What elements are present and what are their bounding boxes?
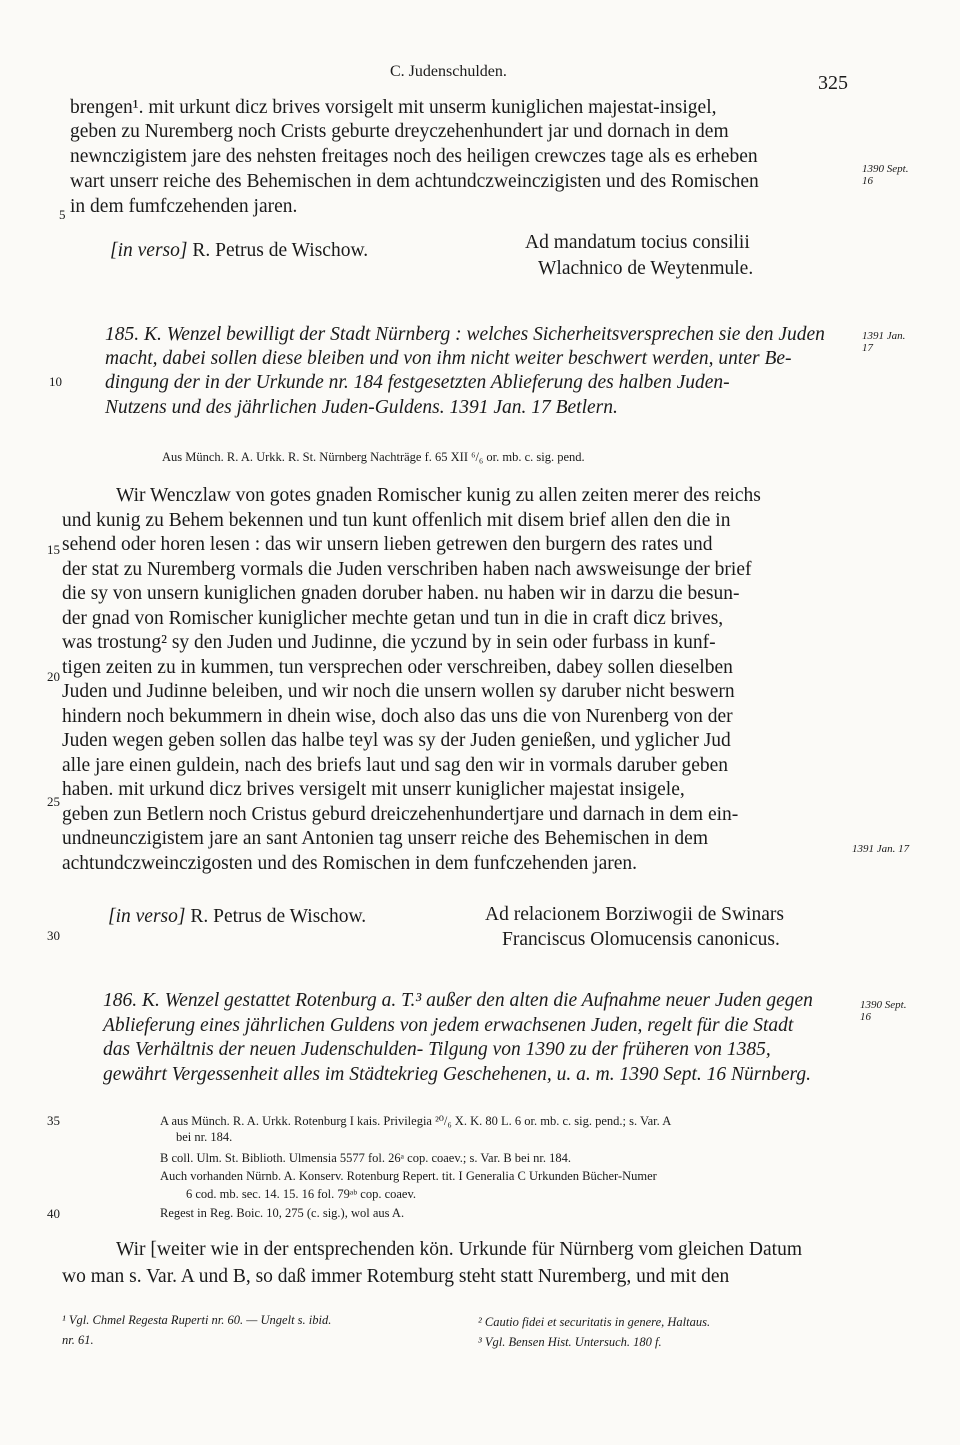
doc186-sources [160,1113,850,1228]
regest-line: 186. K. Wenzel gestattet Rotenburg a. T.³ außer den alten die Aufnahme neuer Juden gegen [103,990,813,1011]
verso-name: R. Petrus de Wischow. [192,240,369,261]
footnote: nr. 61. [62,1333,94,1347]
source-line: Regest in Reg. Boic. 10, 275 (c. sig.), wol aus A. [160,1206,405,1220]
line-number: 25 [47,794,60,809]
page-number: 325 [818,72,848,94]
regest-line: Nutzens und des jährlichen Juden-Guldens. 1391 Jan. 17 Betlern. [105,397,618,418]
source-line: B coll. Ulm. St. Biblioth. Ulmensia 5577 fol. 26ᵃ cop. coaev.; s. Var. B bei nr. 184. [160,1151,572,1165]
verso-label: [in verso] [110,240,188,261]
text-line: wart unserr reiche des Behemischen in dem achtundczweinczigisten und des Romischen [70,171,759,192]
verso-label: [in verso] [108,906,186,927]
margin-date: 1391 Jan. 17 [862,330,906,354]
margin-date: 1390 Sept. 16 [862,163,909,187]
text-line: geben zu Nuremberg noch Crists geburte dreyczehenhundert jar und dornach in dem [70,121,729,142]
line-number: 40 [47,1206,60,1221]
doc186-text [62,1239,852,1291]
doc185-regest [105,323,850,423]
text-line: sehend oder horen lesen : das wir unsern lieben getrewen den burgern des rates und [62,534,713,555]
margin-date: 1391 Jan. 17 [852,843,910,855]
regest-line: dingung der in der Urkunde nr. 184 festgesetzten Ablieferung des halben Juden- [105,372,730,393]
doc184-text [70,97,850,227]
verso-name: R. Petrus de Wischow. [190,906,367,927]
regest-line: 185. K. Wenzel bewilligt der Stadt Nürnberg : welches Sicherheitsversprechen sie den Juden [105,324,825,345]
text-line: der gnad von Romischer kuniglicher mechte getan und tun in die in craft dicz brives, [62,607,724,629]
text-line: Wir [weiter wie in der entsprechenden kön. Urkunde für Nürnberg vom gleichen Datum [116,1239,803,1260]
margin-date: 1390 Sept. 16 [860,999,907,1023]
mandate-line: Ad mandatum tocius consilii [525,232,750,253]
line-number: 10 [49,374,62,389]
line-number: 35 [47,1113,60,1128]
doc186-regest [103,989,853,1089]
line-number: 5 [59,207,66,222]
verso-note [110,240,368,262]
footnote: ² Cautio fidei et securitatis in genere, Haltaus. [478,1315,711,1329]
footnote: ¹ Vgl. Chmel Regesta Ruperti nr. 60. — Ungelt s. ibid. [62,1313,332,1327]
line-number: 20 [47,669,60,684]
text-line: wo man s. Var. A und B, so daß immer Rotemburg steht statt Nuremberg, und mit den [62,1266,730,1287]
regest-line: das Verhältnis der neuen Judenschulden- Tilgung von 1390 zu der früheren von 1385, [103,1039,771,1060]
line-number: 30 [47,928,60,943]
source-line: 6 cod. mb. sec. 14. 15. 16 fol. 79ᵃᵇ cop. coaev. [186,1187,417,1201]
text-line: hindern noch bekummern in dhein wise, doch also das uns die von Nurenberg von der [62,705,733,727]
doc185-text [62,485,852,895]
text-line: Wir Wenczlaw von gotes gnaden Romischer kunig zu allen zeiten merer des reichs [116,485,761,506]
regest-line: gewährt Vergessenheit alles im Städtekrieg Geschehenen, u. a. m. 1390 Sept. 16 Nürnberg. [103,1063,812,1085]
text-line: alle jare einen guldein, nach des briefs laut und sag den wir in vormals daruber geben [62,754,729,776]
text-line: Juden und Judinne beleiben, und wir noch die unsern wollen sy daruber nicht beswern [62,681,735,702]
relation-line: Ad relacionem Borziwogii de Swinars [485,904,784,925]
text-line: tigen zeiten zu in kummen, tun versprechen oder verschreiben, dabey sollen dieselben [62,656,733,678]
text-line: achtundczweinczigosten und des Romischen in dem funfczehenden jaren. [62,852,638,874]
text-line: die sy von unsern kuniglichen gnaden doruber haben. nu haben wir in darzu die besun- [62,583,740,604]
text-line: der stat zu Nuremberg vormals die Juden verschriben haben nach awsweisunge der brief [62,558,752,580]
regest-line: macht, dabei sollen diese bleiben und von ihm nicht weiter beschwert werden, unter Be- [105,348,792,369]
text-line: brengen¹. mit urkunt dicz brives vorsigelt mit unserm kuniglichen majestat-insigel, [70,97,717,118]
text-line: Juden wegen geben sollen das halbe teyl was sy der Juden genießen, und yglicher Jud [62,730,731,751]
relation-line: Franciscus Olomucensis canonicus. [502,929,780,950]
running-header: C. Judenschulden. [390,63,507,80]
regest-line: Ablieferung eines jährlichen Guldens von jedem erwachsenen Juden, regelt für die Stadt [103,1014,794,1036]
text-line: was trostung² sy den Juden und Judinne, die yczund by in sein oder furbass in kunf- [62,632,716,653]
text-line: newnczigistem jare des nehsten freitages noch des heiligen crewczes tage als es erheben [70,146,758,167]
text-line: undneunczigistem jare an sant Antonien tag unserr reiche des Behemischen in dem [62,828,709,849]
footnote: ³ Vgl. Bensen Hist. Untersuch. 180 f. [478,1335,662,1349]
text-line: geben zun Betlern noch Cristus geburd dreiczehenhundertjare und darnach in dem ein- [62,803,739,825]
source-line: A aus Münch. R. A. Urkk. Rotenburg I kais. Privilegia ²⁰/₆ X. K. 80 L. 6 or. mb. c. sig. pend.; s. Var. A [160,1114,672,1128]
verso-note [108,906,366,928]
text-line: haben. mit urkund dicz brives versigelt mit unserr kuniglicher majestat insigele, [62,779,685,800]
mandate-line: Wlachnico de Weytenmule. [538,258,754,279]
text-line: und kunig zu Behem bekennen und tun kunt offenlich mit disem brief allen den die in [62,509,731,531]
line-number: 15 [47,542,60,557]
source-line: Auch vorhanden Nürnb. A. Konserv. Rotenburg Repert. tit. I Generalia C Urkunden Bücher-Numer [160,1169,657,1183]
text-line: in dem fumfczehenden jaren. [70,196,298,217]
source-note: Aus Münch. R. A. Urkk. R. St. Nürnberg Nachträge f. 65 XII ⁶/₆ or. mb. c. sig. pend. [162,450,585,464]
source-line: bei nr. 184. [176,1130,233,1144]
